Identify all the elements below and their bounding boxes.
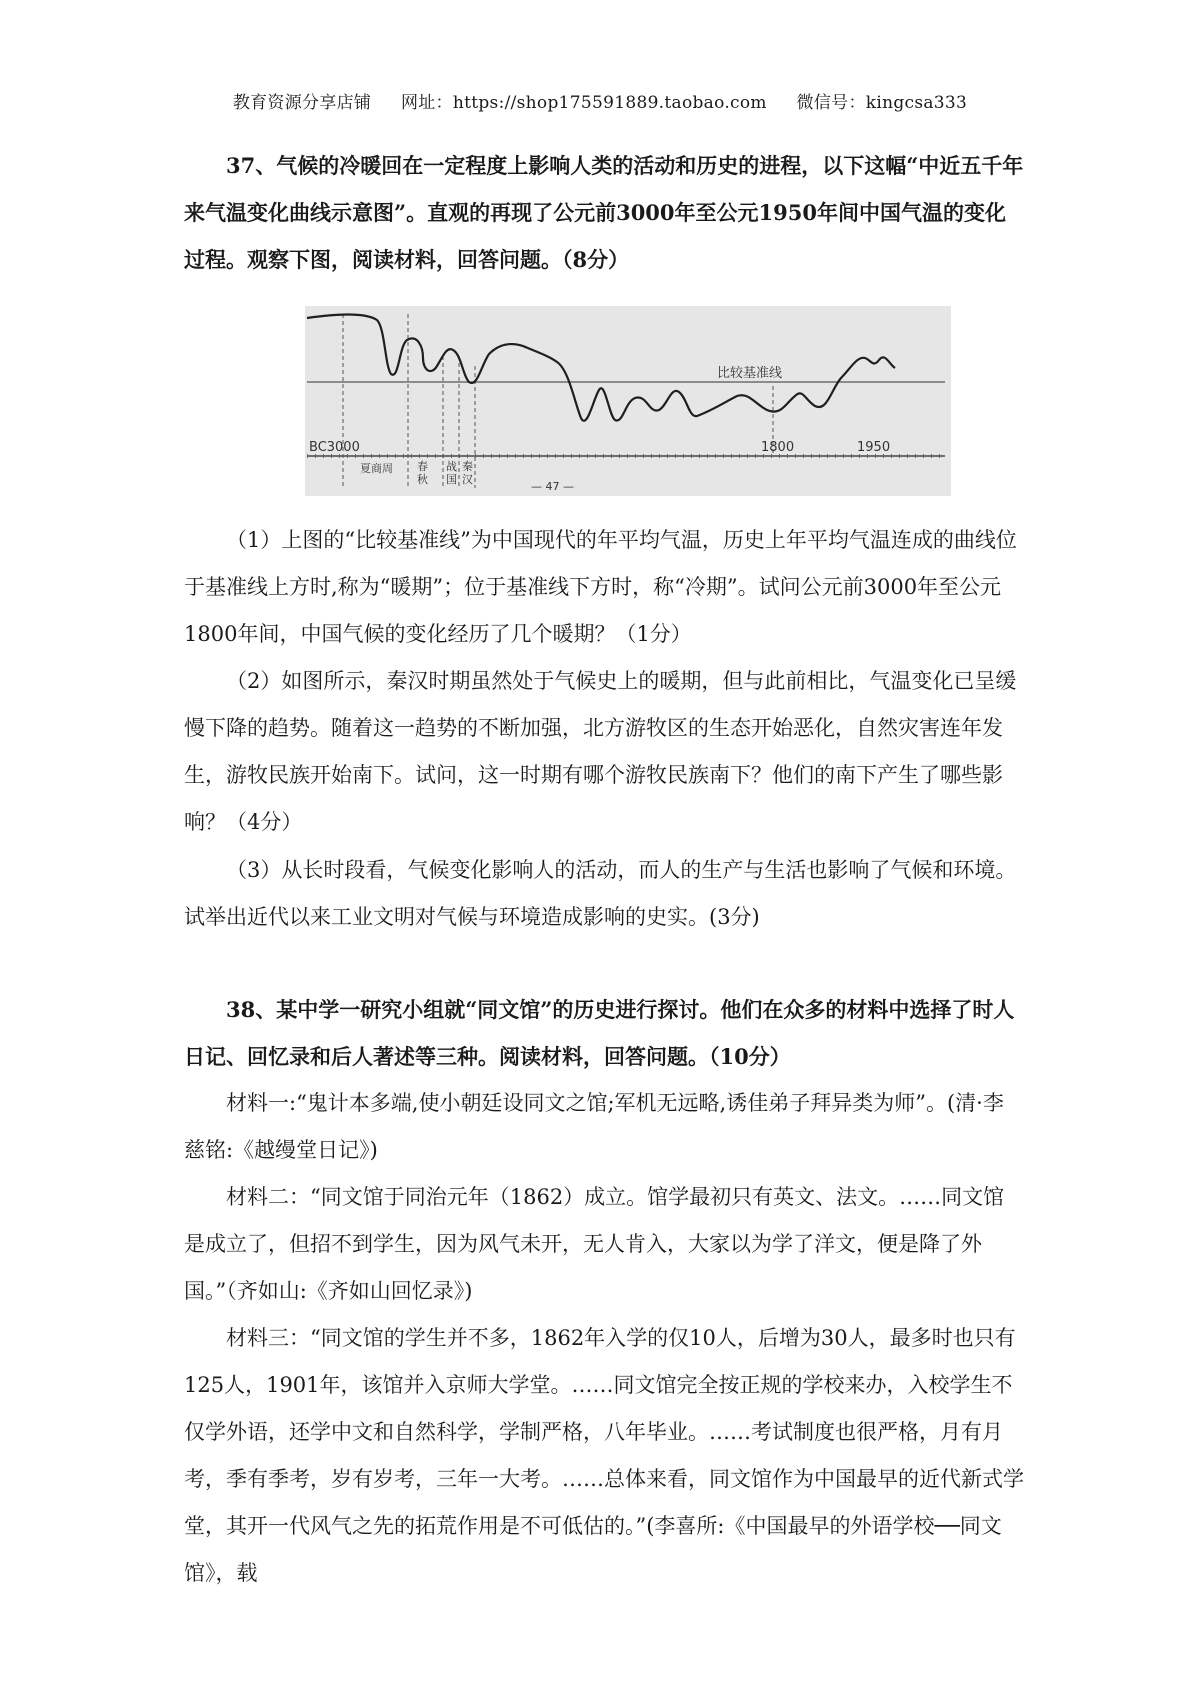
figure-background <box>305 306 951 496</box>
temperature-curve-figure <box>305 306 951 496</box>
period-label-chunqiu-b: 秋 <box>417 473 428 486</box>
q38-material-3: 材料三：“同文馆的学生并不多，1862年入学的仅10人，后增为30人，最多时也只有125人，1901年，该馆并入京师大学堂。……同文馆完全按正规的学校来办，入校学生不仅学外语，还学中文和自然科学，学制严格，八年毕业。……考试制度也很严格，月有月考，季有季考，岁有岁考，三年一大考。……总体来看，同文馆作为中国最早的近代新式学堂，其开一代风气之先的拓荒作用是不可低估的。”(李喜所:《中国最早的外语学校──同文馆》，载 <box>184 1326 1024 1585</box>
header-shop: 教育资源分享店铺 <box>232 93 372 113</box>
x-label-1950: 1950 <box>857 440 891 455</box>
period-label-zhanguo-a: 战 <box>446 460 457 473</box>
baseline-label: 比较基准线 <box>717 366 783 381</box>
x-label-1800: 1800 <box>761 440 795 455</box>
header-site: 网址：https://shop175591889.taobao.com <box>400 93 767 113</box>
period-label-zhanguo-b: 国 <box>446 473 457 486</box>
q37-question-2: （2）如图所示，秦汉时期虽然处于气候史上的暖期，但与此前相比，气温变化已呈缓慢下降的趋势。随着这一趋势的不断加强，北方游牧区的生态开始恶化，自然灾害连年发生，游牧民族开始南下。试问，这一时期有哪个游牧民族南下？他们的南下产生了哪些影响？（4分） <box>184 669 1017 834</box>
q37-question-1: （1）上图的“比较基准线”为中国现代的年平均气温，历史上年平均气温连成的曲线位于基准线上方时,称为“暖期”；位于基准线下方时，称“冷期”。试问公元前3000年至公元1800年间，中国气候的变化经历了几个暖期？（1分） <box>184 528 1017 646</box>
temperature-curve-svg <box>305 306 951 496</box>
period-label-xia-shang-zhou: 夏商周 <box>360 462 393 475</box>
q38-stem: 38、某中学一研究小组就“同文馆”的历史进行探讨。他们在众多的材料中选择了时人日记、回忆录和后人著述等三种。阅读材料，回答问题。（10分） <box>184 997 1015 1069</box>
q38-material-2: 材料二：“同文馆于同治元年（1862）成立。馆学最初只有英文、法文。……同文馆是成立了，但招不到学生，因为风气未开，无人肯入，大家以为学了洋文，便是降了外国。”（齐如山:《齐如山回忆录》) <box>184 1185 1005 1303</box>
page-header <box>0 88 1200 113</box>
q37-question-3: （3）从长时段看，气候变化影响人的活动，而人的生产与生活也影响了气候和环境。试举出近代以来工业文明对气候与环境造成影响的史实。(3分) <box>184 858 1017 929</box>
q38-material-1: 材料一:“鬼计本多端,使小朝廷设同文之馆;军机无远略,诱佳弟子拜异类为师”。(清·李慈铭:《越缦堂日记》) <box>184 1091 1004 1162</box>
q37-stem: 37、气候的冷暖回在一定程度上影响人类的活动和历史的进程，以下这幅“中近五千年来气温变化曲线示意图”。直观的再现了公元前3000年至公元1950年间中国气温的变化过程。观察下图，阅读材料，回答问题。（8分） <box>184 153 1024 272</box>
header-wechat: 微信号：kingcsa333 <box>796 93 968 113</box>
x-label-start: BC3000 <box>309 440 360 455</box>
period-label-qinhan-a: 秦 <box>462 460 473 473</box>
figure-page-marker: — 47 — <box>531 480 574 493</box>
period-label-qinhan-b: 汉 <box>462 473 473 486</box>
period-label-chunqiu-a: 春 <box>417 460 428 473</box>
